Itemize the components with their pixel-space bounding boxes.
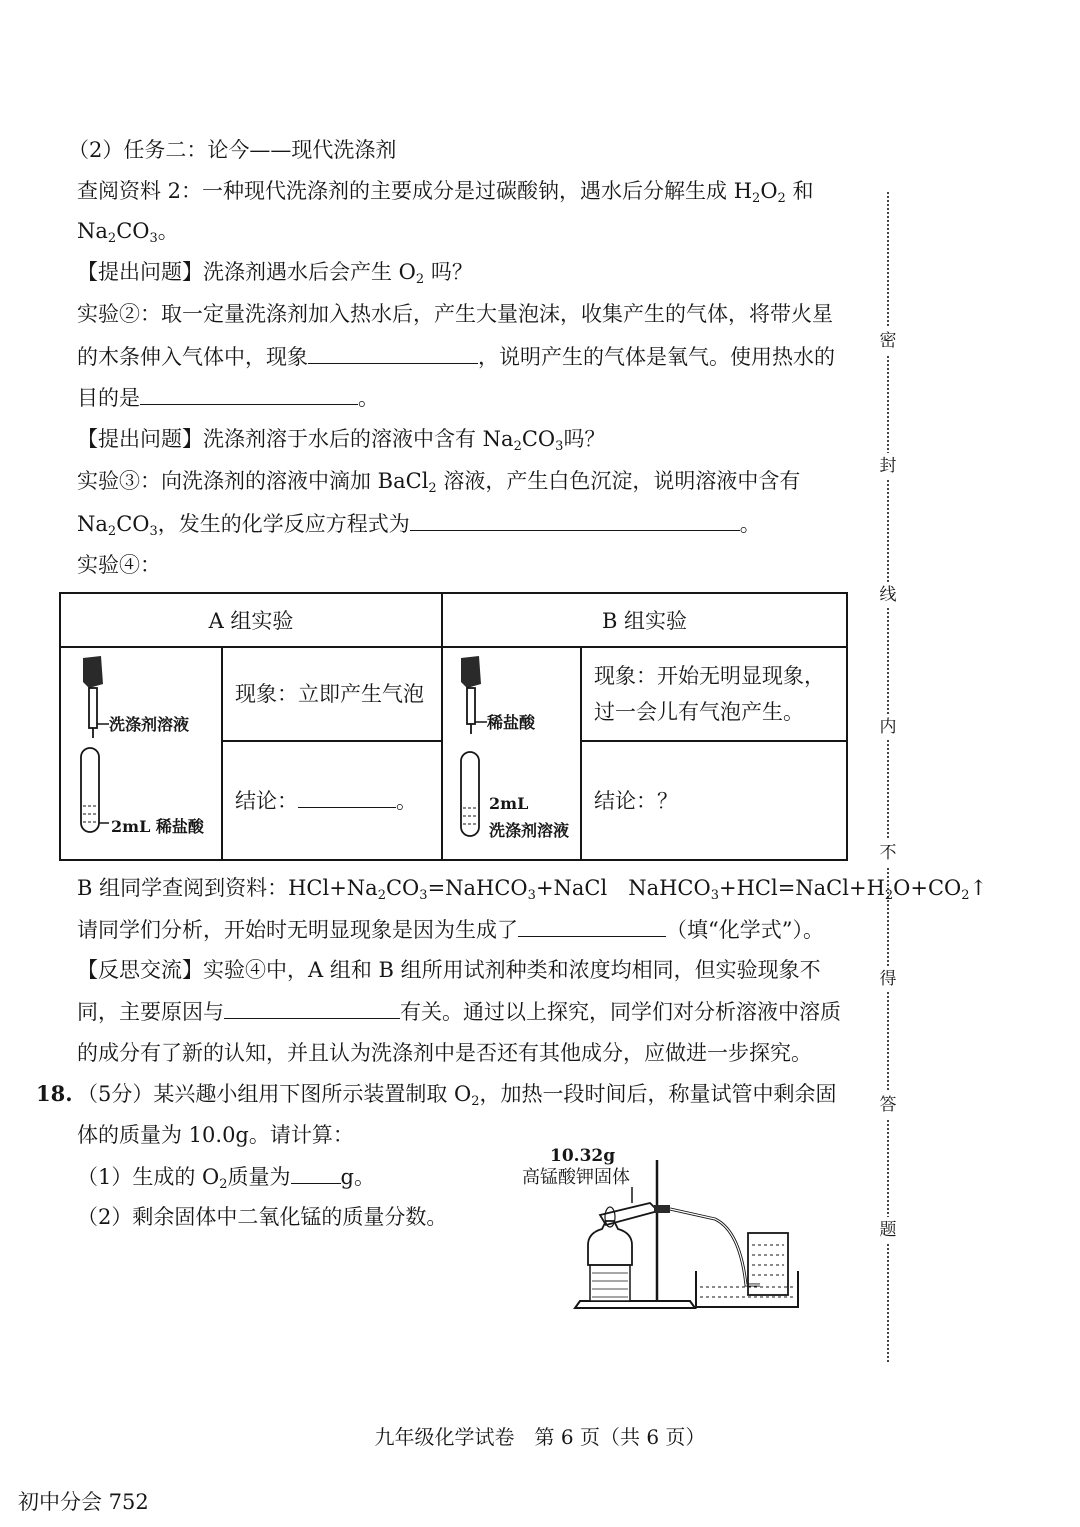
sample-mass-label: 10.32g	[550, 1146, 616, 1166]
seal-char: 密	[877, 328, 899, 354]
sample-name-label: 高锰酸钾固体	[522, 1167, 630, 1188]
experiment-2-line3: 目的是 。	[77, 382, 379, 413]
seal-char: 线	[877, 582, 899, 608]
reflection-line2: 同，主要原因与 有关。通过以上探究，同学们对分析溶液中溶质	[77, 996, 841, 1027]
seal-char: 不	[877, 840, 899, 866]
experiment-3-line1: 实验③：向洗涤剂的溶液中滴加 BaCl$_2$ 溶液，产生白色沉淀，说明溶液中含有	[77, 469, 801, 496]
reference-2-line1: 查阅资料 2：一种现代洗涤剂的主要成分是过碳酸钠，遇水后分解生成 $H_2O_2$ 和	[77, 179, 814, 206]
analysis-line: 请同学们分析，开始时无明显现象是因为生成了 （填“化学式”）。	[77, 914, 824, 945]
group-a-conclusion: 结论： 。	[222, 741, 442, 860]
group-b-figure	[442, 647, 581, 860]
group-b-reference: B 组同学查阅到资料：$HCl+Na_2CO_3=NaHCO_3+NaCl$ $NaHCO_3+HCl=NaCl+H_2O+CO_2↑$	[77, 876, 988, 903]
question-2: 【提出问题】洗涤剂溶于水后的溶液中含有 $Na_2CO_3$吗？	[77, 427, 606, 454]
dropper-label: 稀盐酸	[487, 713, 536, 732]
q18-line1: （5分）某兴趣小组用下图所示装置制取 $O_2$，加热一段时间后，称量试管中剩余固	[77, 1082, 837, 1109]
group-a-phenomenon: 现象：立即产生气泡	[222, 647, 442, 741]
q18-line2: 体的质量为 10.0g。请计算：	[77, 1123, 354, 1147]
group-a-header: A 组实验	[60, 593, 442, 647]
reflection-line3: 的成分有了新的认知，并且认为洗涤剂中是否还有其他成分，应做进一步探究。	[77, 1041, 812, 1065]
group-a-figure	[60, 647, 222, 860]
experiment-4-table	[59, 592, 848, 861]
answer-blank[interactable]	[140, 382, 358, 405]
dropper-label: 洗涤剂溶液	[109, 715, 190, 734]
group-b-header: B 组实验	[442, 593, 847, 647]
answer-blank[interactable]	[224, 996, 400, 1019]
q18-subquestion-2: （2）剩余固体中二氧化锰的质量分数。	[77, 1205, 448, 1229]
task2-heading: （2）任务二：论今——现代洗涤剂	[68, 138, 397, 162]
tube-label: 洗涤剂溶液	[489, 821, 570, 840]
experiment-2-line1: 实验②：取一定量洗涤剂加入热水后，产生大量泡沫，收集产生的气体，将带火星	[77, 302, 833, 326]
tube-label: 2mL	[489, 794, 529, 813]
q18-subquestion-1: （1）生成的 $O_2$质量为 g。	[77, 1161, 375, 1192]
group-b-conclusion: 结论：？	[581, 741, 847, 860]
answer-blank[interactable]	[291, 1161, 341, 1184]
equation-blank[interactable]	[410, 508, 740, 531]
oxygen-generation-apparatus-icon	[570, 1155, 810, 1315]
seal-char: 内	[877, 714, 899, 740]
seal-char: 题	[877, 1217, 899, 1243]
group-b-phenomenon: 现象：开始无明显现象， 过一会儿有气泡产生。	[581, 647, 847, 741]
experiment-4-label: 实验④：	[77, 553, 161, 577]
seal-char: 封	[877, 453, 899, 479]
answer-blank[interactable]	[308, 341, 478, 364]
seal-char: 答	[877, 1092, 899, 1118]
question-1: 【提出问题】洗涤剂遇水后会产生 $O_2$ 吗？	[77, 260, 473, 287]
seal-dotted-line	[887, 192, 889, 1362]
reference-2-line2: $Na_2CO_3$。	[77, 219, 179, 246]
seal-char: 得	[877, 966, 899, 992]
page-footer: 九年级化学试卷 第 6 页（共 6 页）	[374, 1425, 706, 1449]
reflection-line1: 【反思交流】实验④中，A 组和 B 组所用试剂种类和浓度均相同，但实验现象不	[77, 958, 821, 982]
experiment-2-line2: 的木条伸入气体中，现象 ，说明产生的气体是氧气。使用热水的	[77, 341, 835, 372]
question-number: 18.	[36, 1081, 73, 1106]
watermark: 初中分会 752	[18, 1490, 149, 1514]
experiment-3-line2: $Na_2CO_3$，发生的化学反应方程式为 。	[77, 508, 761, 539]
tube-label: 2mL 稀盐酸	[111, 817, 204, 836]
answer-blank[interactable]	[518, 914, 666, 937]
answer-blank[interactable]	[298, 785, 396, 808]
